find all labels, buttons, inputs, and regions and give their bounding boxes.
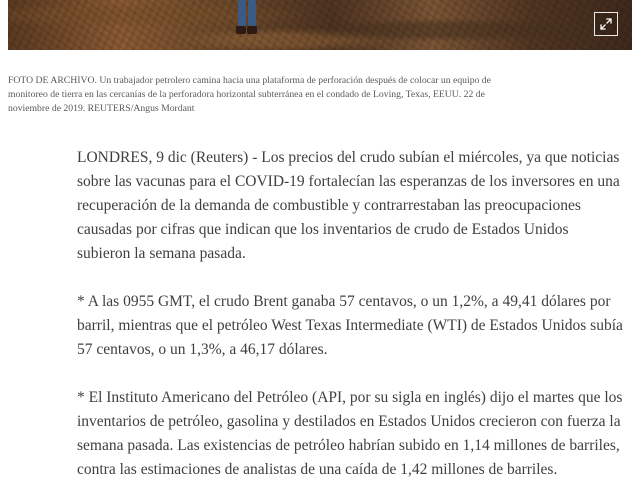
worker-boot-left <box>236 26 246 34</box>
article-photo <box>8 0 632 50</box>
worker-leg-right <box>248 0 256 26</box>
photo-caption: FOTO DE ARCHIVO. Un trabajador petrolero camina hacia una plataforma de perforación después de colocar un equipo de monitoreo de tierra en las cercanías de la perforadora horizontal subterránea en el condado de Loving, Texas, EEUU. 22 de noviembre de 2019. REUTERS/Angus Mordant <box>8 75 491 114</box>
article-paragraph-1: LONDRES, 9 dic (Reuters) - Los precios del crudo subían el miércoles, ya que noticias sobre las vacunas para el COVID-19 fortalecían las esperanzas de los inversores en una recuperación de la demanda de combustible y contrarrestaban las preocupaciones causadas por cifras que indican que los inventarios de crudo de Estados Unidos subieron la semana pasada. <box>77 149 620 262</box>
article-body <box>77 146 625 480</box>
worker-leg-left <box>238 0 246 26</box>
article-paragraph-2: * A las 0955 GMT, el crudo Brent ganaba 57 centavos, o un 1,2%, a 49,41 dólares por barril, mientras que el petróleo West Texas Intermediate (WTI) de Estados Unidos subía 57 centavos, o un 1,3%, a 46,17 dólares. <box>77 293 623 358</box>
worker-boot-right <box>247 26 257 34</box>
worker-legs <box>234 0 260 34</box>
article-paragraph-3: * El Instituto Americano del Petróleo (API, por su sigla en inglés) dijo el martes que los inventarios de petróleo, gasolina y destilados en Estados Unidos crecieron con fuerza la semana pasada. Las existencias de petróleo habrían subido en 1,14 millones de barriles, contra las estimaciones de analistas de una caída de 1,42 millones de barriles. <box>77 389 623 478</box>
expand-icon <box>599 17 613 31</box>
expand-photo-button[interactable] <box>594 12 618 36</box>
